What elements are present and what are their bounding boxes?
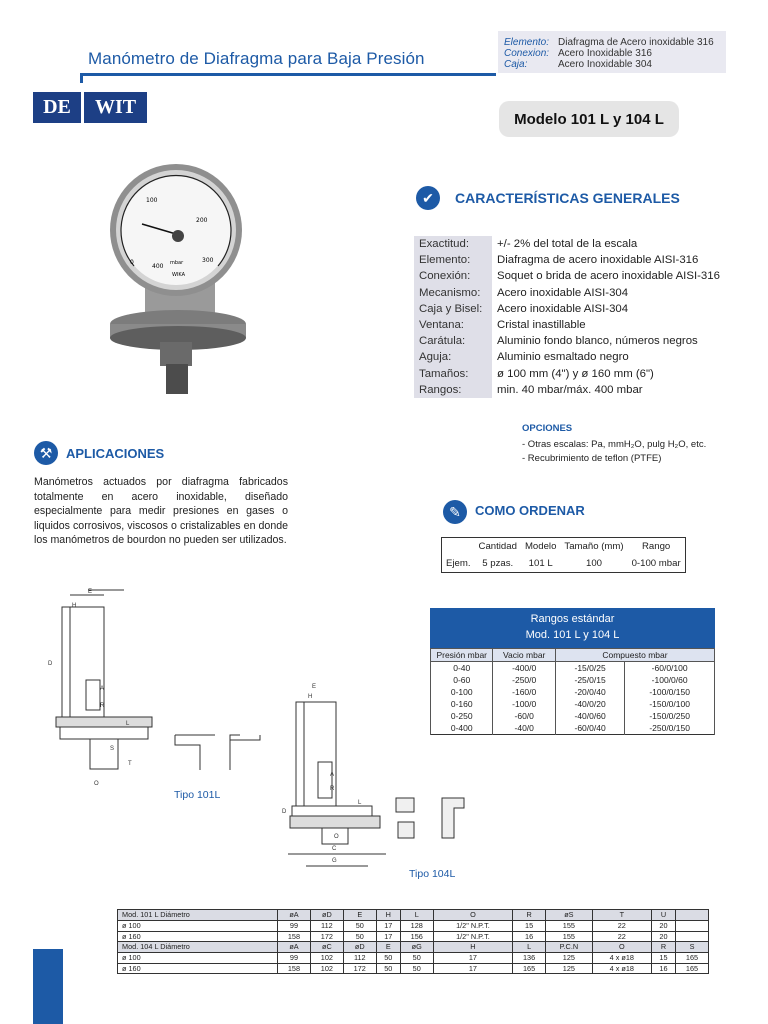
- order-header: Cantidad: [478, 541, 517, 552]
- ranges-cell: -150/0/250: [625, 710, 715, 722]
- dim-header-cell: H: [433, 942, 512, 953]
- char-row: [414, 236, 720, 252]
- gauge-tick-label: 0: [130, 259, 134, 266]
- ranges-cell: 0-160: [431, 698, 493, 710]
- ranges-cell: -15/0/25: [555, 662, 624, 675]
- dim-cell: 20: [651, 921, 675, 932]
- caption-type-101l: Tipo 101L: [174, 789, 221, 801]
- char-value: Aluminio esmaltado negro: [497, 351, 629, 364]
- dim-cell: 155: [546, 931, 593, 942]
- order-table: [441, 537, 686, 573]
- dim-cell: 156: [400, 931, 433, 942]
- ranges-cell: -400/0: [493, 662, 555, 675]
- spec-key: Elemento:: [504, 37, 550, 48]
- order-header: Tamaño (mm): [564, 541, 624, 552]
- dim-cell: 102: [310, 963, 343, 974]
- char-value: Acero inoxidable AISI-304: [497, 286, 629, 299]
- dim-cell: ø 160: [118, 963, 278, 974]
- dim-cell: 1/2" N.P.T.: [433, 931, 512, 942]
- gauge-photo: [100, 164, 260, 396]
- char-value: Aluminio fondo blanco, números negros: [497, 335, 698, 348]
- ranges-cell: 0-100: [431, 686, 493, 698]
- dim-cell: 112: [343, 953, 376, 964]
- drawing-104l: [278, 678, 478, 874]
- drawing-101l: [40, 585, 265, 795]
- gauge-brand: WIKA: [172, 272, 186, 278]
- dim-cell: 1/2" N.P.T.: [433, 921, 512, 932]
- char-key: Mecanismo:: [414, 285, 492, 301]
- order-header: Modelo: [524, 541, 557, 552]
- char-row: [414, 252, 720, 268]
- dim-cell: 17: [433, 953, 512, 964]
- spec-key: Caja:: [504, 59, 528, 70]
- gauge-hub: [172, 230, 184, 242]
- dim-label: L: [358, 800, 362, 806]
- order-example-row: [442, 555, 686, 573]
- dim-cell: 172: [343, 963, 376, 974]
- page-title: Manómetro de Diafragma para Baja Presión: [88, 49, 425, 68]
- dim-label: O: [334, 834, 339, 840]
- ranges-cell: -60/0: [493, 710, 555, 722]
- dim-cell: [676, 931, 709, 942]
- dim-header-cell: E: [376, 942, 400, 953]
- dim-header-cell: øA: [278, 910, 311, 921]
- options-item: - Recubrimiento de teflon (PTFE): [522, 453, 662, 464]
- dim-cell: 172: [310, 931, 343, 942]
- dim-cell: 22: [592, 931, 651, 942]
- dim-header-cell: L: [513, 942, 546, 953]
- gauge-tick-label: 300: [202, 257, 214, 264]
- dim-header-cell: H: [376, 910, 400, 921]
- dim-cell: 50: [400, 963, 433, 974]
- char-key: Rangos:: [414, 382, 492, 398]
- dim-cell: 99: [278, 921, 311, 932]
- dim-cell: 125: [546, 953, 593, 964]
- logo-left: DE: [33, 92, 81, 123]
- dim-cell: 158: [278, 931, 311, 942]
- dim-cell: ø 100: [118, 921, 278, 932]
- order-cell: 100: [585, 558, 602, 569]
- gauge-socket: [160, 342, 192, 366]
- dim-row: [118, 963, 709, 974]
- dim-cell: 15: [651, 953, 675, 964]
- ranges-cell: -40/0: [493, 722, 555, 735]
- char-row: [414, 285, 720, 301]
- dim-label: O: [94, 781, 99, 787]
- gauge-tick-label: 200: [196, 217, 208, 224]
- drawing-socket: [90, 739, 118, 769]
- dim-cell: 112: [310, 921, 343, 932]
- dim-row: [118, 931, 709, 942]
- ranges-col-header: Presión mbar: [431, 649, 493, 662]
- options-list: [522, 438, 706, 466]
- char-key: Aguja:: [414, 349, 492, 365]
- ranges-cell: 0-60: [431, 674, 493, 686]
- dim-label: E: [88, 589, 93, 595]
- ranges-cell: -40/0/60: [555, 710, 624, 722]
- gauge-tick-label: 100: [146, 197, 158, 204]
- char-key: Exactitud:: [414, 236, 492, 252]
- dim-label: T: [128, 761, 132, 767]
- dim-cell: 165: [676, 953, 709, 964]
- dim-label: R: [330, 786, 335, 792]
- dim-cell: 50: [376, 963, 400, 974]
- dim-cell: 22: [592, 921, 651, 932]
- dim-label: D: [282, 809, 287, 815]
- dim-cell: 99: [278, 953, 311, 964]
- char-key: Ventana:: [414, 317, 492, 333]
- order-header: [442, 538, 475, 556]
- order-header-row: [442, 538, 686, 556]
- ranges-cell: -100/0: [493, 698, 555, 710]
- dim-cell: 155: [546, 921, 593, 932]
- drawing-neck: [86, 680, 100, 710]
- drawing-section: [396, 798, 464, 838]
- dim-label: S: [110, 746, 115, 752]
- model-badge: Modelo 101 L y 104 L: [499, 101, 679, 137]
- dewit-logo: [33, 92, 147, 123]
- drawing-neck: [318, 762, 335, 798]
- dim-header-cell: Mod. 104 L Diámetro: [118, 942, 278, 953]
- dim-label: D: [48, 661, 53, 667]
- dim-header-cell: [676, 910, 709, 921]
- dim-cell: 17: [376, 931, 400, 942]
- dim-header-cell: øD: [343, 942, 376, 953]
- char-value: ø 100 mm (4") y ø 160 mm (6"): [497, 367, 654, 380]
- char-key: Tamaños:: [414, 366, 492, 382]
- char-value: Diafragma de acero inoxidable AISI-316: [497, 254, 699, 267]
- dim-cell: 17: [376, 921, 400, 932]
- order-header: Rango: [641, 541, 671, 552]
- dim-cell: 17: [433, 963, 512, 974]
- check-icon: ✔: [416, 186, 440, 210]
- ranges-cell: -250/0/150: [625, 722, 715, 735]
- logo-right: WIT: [84, 92, 147, 123]
- dim-header-row: [118, 942, 709, 953]
- char-key: Elemento:: [414, 252, 492, 268]
- ranges-cell: -25/0/15: [555, 674, 624, 686]
- dim-header-cell: R: [651, 942, 675, 953]
- applications-text: Manómetros actuados por diafragma fabricados totalmente en acero inoxidable, diseñado especialmente para medir presiones en gases o liquidos corrosivos, viscosos o cristalizables en donde los manómetros de bourdon no pueden ser utilizados.: [34, 476, 288, 546]
- ranges-cell: -160/0: [493, 686, 555, 698]
- dim-label: G: [332, 858, 337, 864]
- dim-cell: 20: [651, 931, 675, 942]
- gauge-thread: [166, 364, 188, 394]
- options-item: - Otras escalas: Pa, mmH₂O, pulg H₂O, etc.: [522, 439, 707, 450]
- dim-header-cell: O: [433, 910, 512, 921]
- dim-cell: 15: [513, 921, 546, 932]
- drawing-case: [62, 607, 104, 723]
- ranges-cell: 0-250: [431, 710, 493, 722]
- dim-header-cell: øS: [546, 910, 593, 921]
- dim-header-cell: E: [343, 910, 376, 921]
- char-row: [414, 333, 720, 349]
- characteristics-table: [414, 236, 720, 398]
- dim-cell: [676, 921, 709, 932]
- dim-label: A: [330, 772, 335, 778]
- title-rule-tick: [80, 73, 83, 83]
- dim-header-cell: Mod. 101 L Diámetro: [118, 910, 278, 921]
- spec-row: [504, 37, 726, 48]
- dim-cell: ø 100: [118, 953, 278, 964]
- dim-label: E: [312, 684, 317, 690]
- spec-key: Conexion:: [504, 48, 550, 59]
- ranges-col-header: Vacio mbar: [493, 649, 555, 662]
- dim-cell: 50: [343, 921, 376, 932]
- pencil-icon: ✎: [443, 500, 467, 524]
- ranges-cell: 0-40: [431, 662, 493, 675]
- dim-header-cell: øG: [400, 942, 433, 953]
- dimensions-table: [117, 909, 709, 974]
- order-cell: 5 pzas.: [482, 558, 514, 569]
- spec-value: Diafragma de Acero inoxidable 316: [558, 37, 714, 48]
- dim-cell: 102: [310, 953, 343, 964]
- dim-cell: 4 x ø18: [592, 953, 651, 964]
- ranges-subtitle: Mod. 101 L y 104 L: [525, 629, 620, 641]
- dim-label: L: [126, 721, 130, 727]
- dim-row: [118, 953, 709, 964]
- dim-cell: 50: [343, 931, 376, 942]
- char-value: Cristal inastillable: [497, 319, 586, 332]
- dim-header-cell: øA: [278, 942, 311, 953]
- ranges-cell: -100/0/150: [625, 686, 715, 698]
- char-row: [414, 366, 720, 382]
- ranges-cell: -250/0: [493, 674, 555, 686]
- side-accent-bar: [33, 949, 63, 1024]
- dim-cell: 50: [376, 953, 400, 964]
- ranges-cell: -100/0/60: [625, 674, 715, 686]
- order-cell: 101 L: [528, 558, 553, 569]
- title-rule: [80, 73, 496, 76]
- caption-type-104l: Tipo 104L: [409, 868, 456, 880]
- ranges-cell: -60/0/40: [555, 722, 624, 735]
- dim-label: H: [72, 603, 77, 609]
- dim-label: R: [100, 703, 105, 709]
- drawing-flange: [292, 806, 372, 816]
- drawing-flange2: [60, 727, 148, 739]
- ranges-row: [431, 662, 715, 675]
- dim-cell: 158: [278, 963, 311, 974]
- char-row: [414, 301, 720, 317]
- wrench-icon: ⚒: [34, 441, 58, 465]
- dim-row: [118, 921, 709, 932]
- dim-label: C: [332, 846, 337, 852]
- section-title-applications: APLICACIONES: [66, 446, 165, 461]
- dimensions-body: [118, 910, 709, 974]
- dim-cell: 16: [513, 931, 546, 942]
- ranges-cell: -40/0/20: [555, 698, 624, 710]
- dim-header-cell: øC: [310, 942, 343, 953]
- char-row: [414, 382, 720, 398]
- dim-header-cell: P.C.N: [546, 942, 593, 953]
- dim-header-cell: O: [592, 942, 651, 953]
- dim-cell: 165: [676, 963, 709, 974]
- gauge-unit: mbar: [170, 260, 184, 266]
- dim-label: H: [308, 694, 313, 700]
- ranges-cell: -20/0/40: [555, 686, 624, 698]
- char-key: Caja y Bisel:: [414, 301, 492, 317]
- dim-label: A: [100, 686, 105, 692]
- spec-value: Acero Inoxidable 316: [558, 48, 652, 59]
- dim-header-row: [118, 910, 709, 921]
- dim-header-cell: S: [676, 942, 709, 953]
- dim-cell: 136: [513, 953, 546, 964]
- char-key: Conexión:: [414, 268, 492, 284]
- ranges-header: [430, 608, 715, 648]
- section-title-characteristics: CARACTERÍSTICAS GENERALES: [455, 190, 680, 206]
- drawing-flange: [56, 717, 152, 727]
- drawing-flange2: [290, 816, 380, 828]
- dim-cell: 128: [400, 921, 433, 932]
- ranges-cell: 0-400: [431, 722, 493, 735]
- dim-cell: ø 160: [118, 931, 278, 942]
- char-row: [414, 268, 720, 284]
- spec-row: [504, 59, 726, 70]
- dim-cell: 50: [400, 953, 433, 964]
- spec-value: Acero Inoxidable 304: [558, 59, 652, 70]
- drawing-section: [175, 735, 260, 770]
- dim-header-cell: R: [513, 910, 546, 921]
- char-value: Acero inoxidable AISI-304: [497, 302, 629, 315]
- gauge-tick-label: 400: [152, 263, 164, 270]
- dim-header-cell: T: [592, 910, 651, 921]
- options-title: OPCIONES: [522, 423, 573, 434]
- spec-row: [504, 48, 726, 59]
- section-title-order: COMO ORDENAR: [475, 503, 585, 518]
- dim-cell: 4 x ø18: [592, 963, 651, 974]
- dim-cell: 16: [651, 963, 675, 974]
- dim-cell: 165: [513, 963, 546, 974]
- ranges-col-header: Compuesto mbar: [555, 649, 714, 662]
- char-value: +/- 2% del total de la escala: [497, 238, 638, 250]
- ranges-cell: -150/0/100: [625, 698, 715, 710]
- order-cell: 0-100 mbar: [631, 558, 681, 569]
- char-value: Soquet o brida de acero inoxidable AISI-316: [497, 270, 720, 283]
- char-value: min. 40 mbar/máx. 400 mbar: [497, 383, 643, 396]
- ranges-cell: -60/0/100: [625, 662, 715, 675]
- spec-box: [498, 31, 726, 73]
- order-cell: Ejem.: [446, 558, 471, 569]
- dim-cell: 125: [546, 963, 593, 974]
- dim-header-cell: L: [400, 910, 433, 921]
- dim-header-cell: U: [651, 910, 675, 921]
- char-key: Carátula:: [414, 333, 492, 349]
- dim-header-cell: øD: [310, 910, 343, 921]
- char-row: [414, 317, 720, 333]
- ranges-title: Rangos estándar: [530, 613, 615, 625]
- char-row: [414, 349, 720, 365]
